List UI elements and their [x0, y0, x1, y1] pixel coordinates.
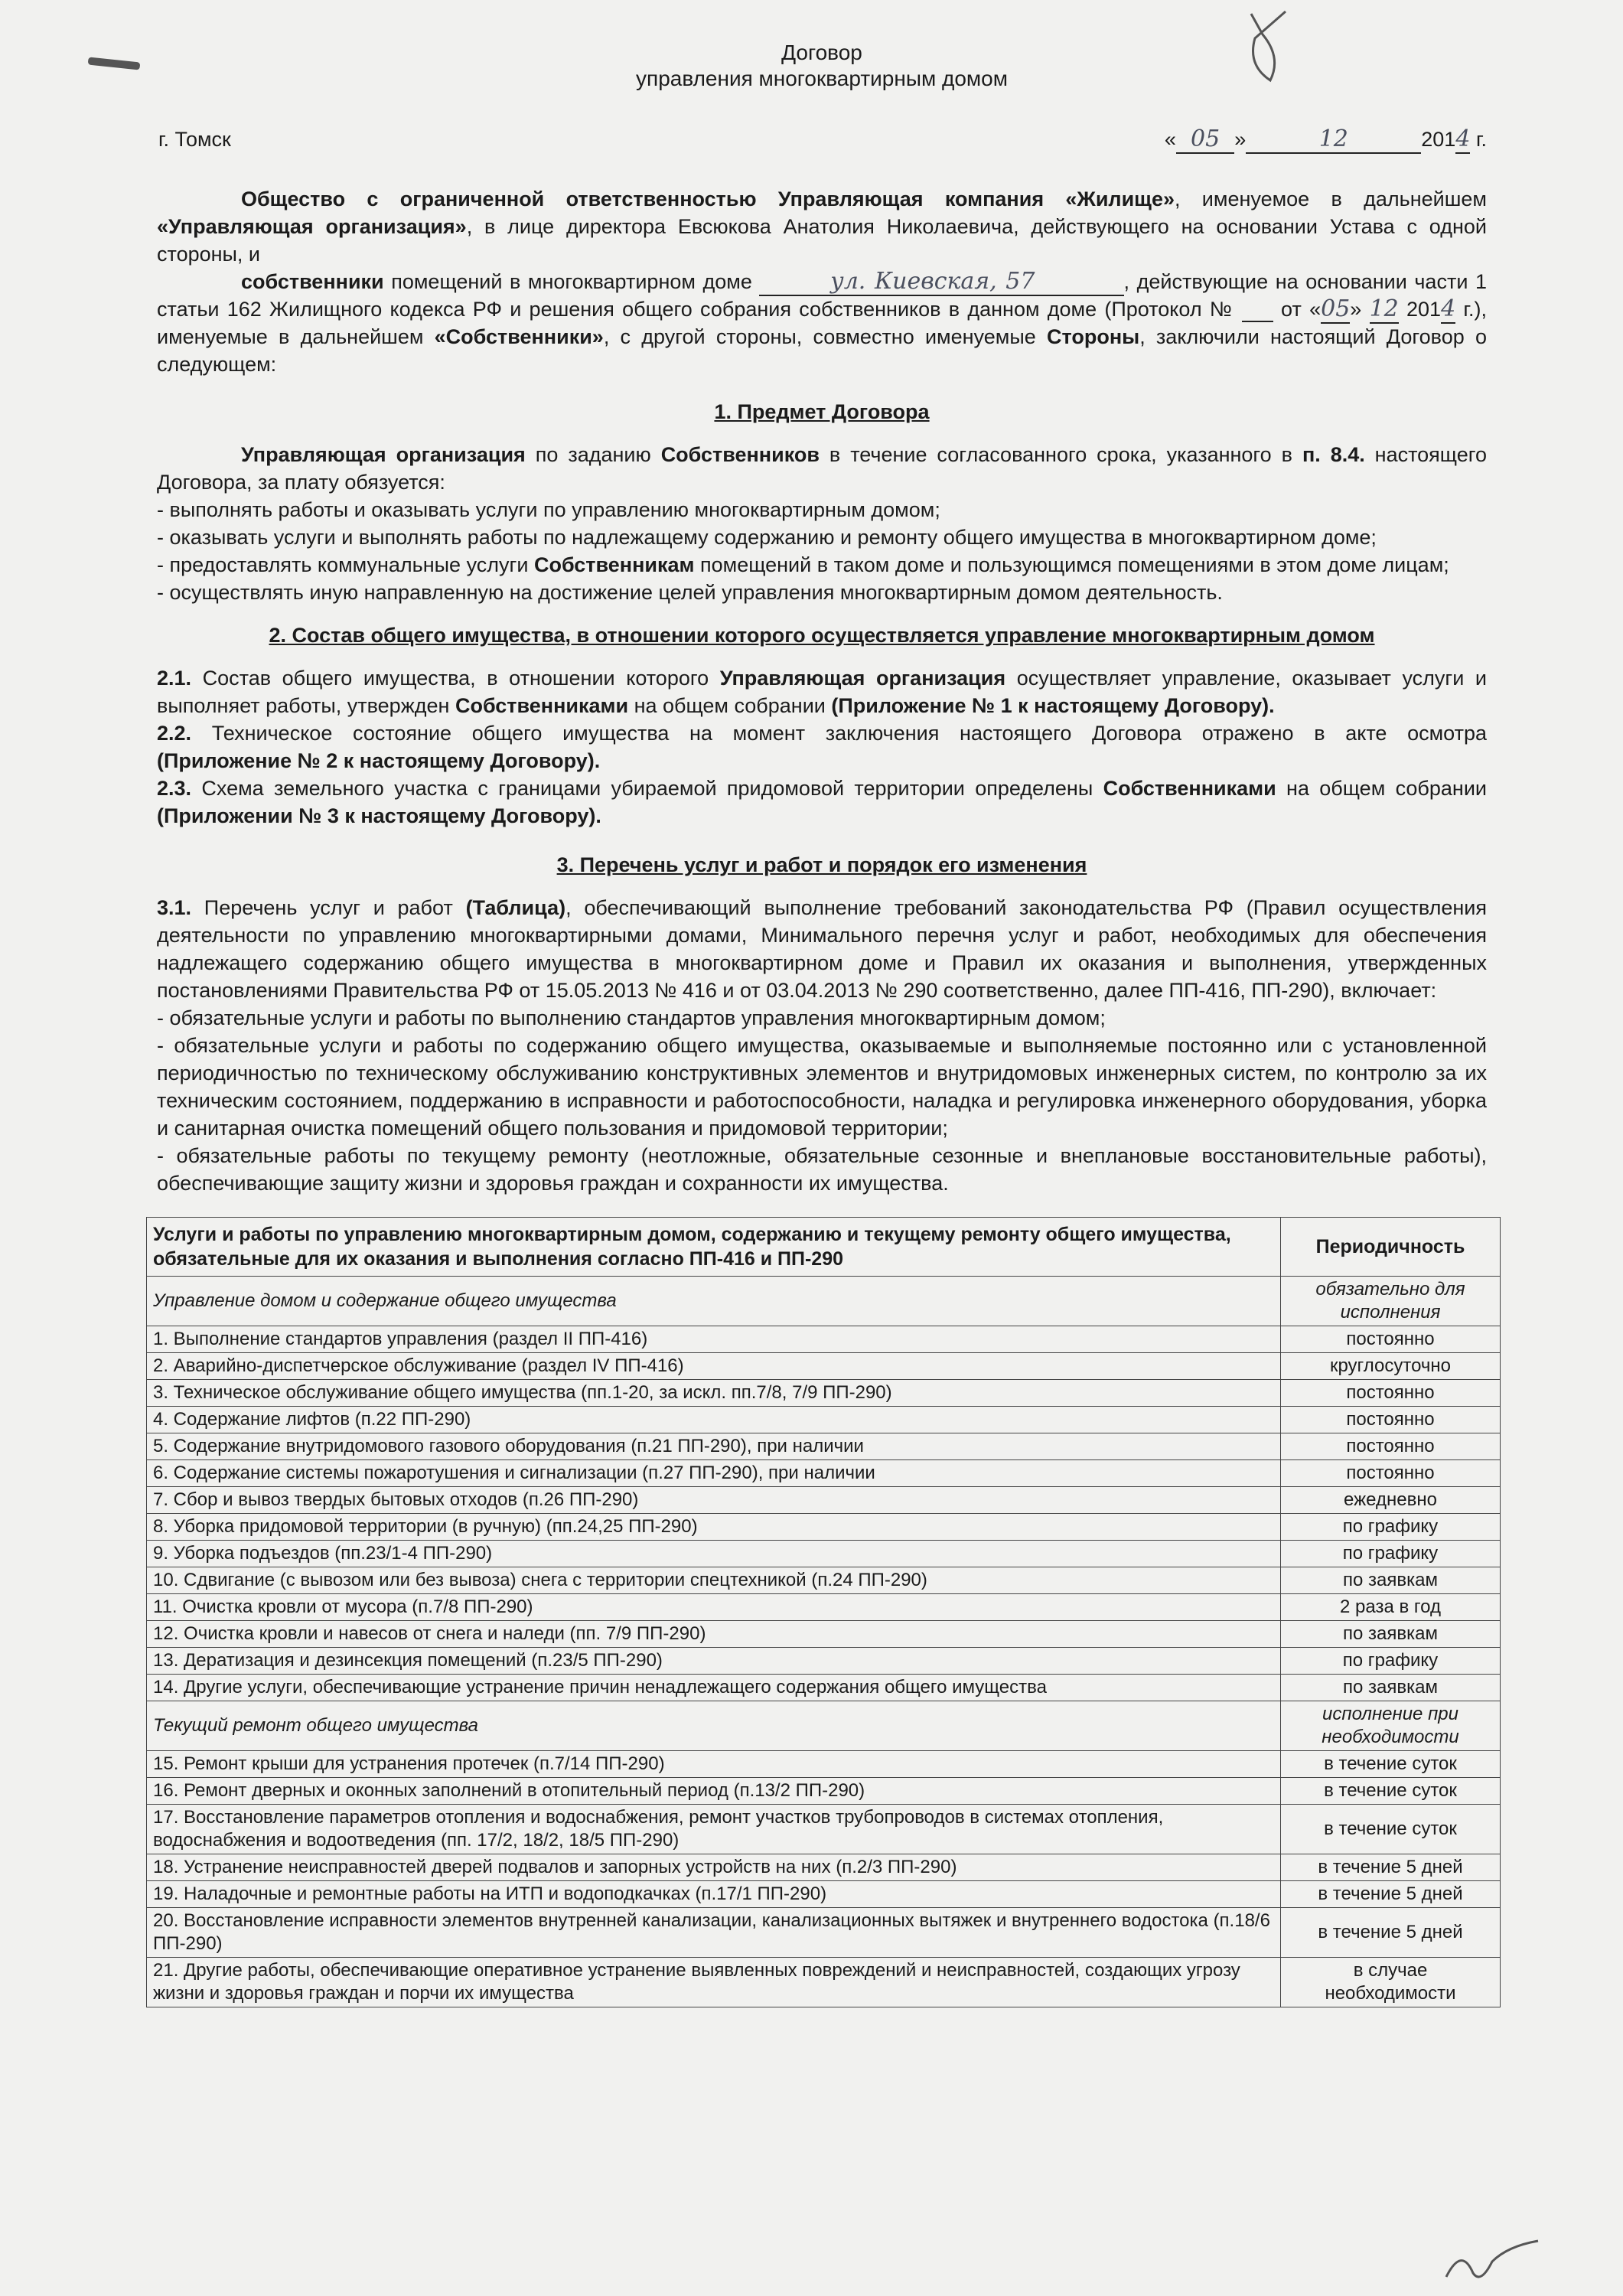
- period-cell: по заявкам: [1281, 1675, 1501, 1701]
- house-address: [759, 268, 1123, 296]
- clause-3-1-bullet: - обязательные услуги и работы по содержанию общего имущества, оказываемые и выполняемые постоянно или с установленной периодичностью по техническому обслуживанию конструктивных элементов и внутридомовых инженерных систем, по контролю за их техническим состоянием, поддержанию в исправности и работоспособности, наладка и регулировка инженерного оборудования, уборка и санитарная очистка помещений общего пользования и придомовой территории;: [157, 1034, 1487, 1140]
- clause-3-1: 3.1. Перечень услуг и работ (Таблица), обеспечивающий выполнение требований законодательства РФ (Правил осуществления деятельности по управлению многоквартирными домами, Минимального перечня услуг и работ, необходимых для обеспечения надлежащего содержанию общего имущества в многоквартирном доме и Правил их оказания и выполнения, утвержденных постановлениями Правительства РФ от 15.05.2013 № 416 и от 03.04.2013 № 290 соответственно, далее ПП-416, ПП-290), включает:: [157, 896, 1487, 1002]
- date-day: [1176, 126, 1234, 154]
- section-1-item: - оказывать услуги и выполнять работы по надлежащему содержанию и ремонту общего имущества в многоквартирном доме;: [157, 526, 1377, 549]
- service-cell: 11. Очистка кровли от мусора (п.7/8 ПП-290): [147, 1594, 1281, 1621]
- service-cell: 16. Ремонт дверных и оконных заполнений в отопительный период (п.13/2 ПП-290): [147, 1778, 1281, 1805]
- period-cell: по графику: [1281, 1541, 1501, 1567]
- table-row: [147, 1621, 1501, 1648]
- section-1-item: - осуществлять иную направленную на достижение целей управления многоквартирным домом деятельность.: [157, 581, 1223, 604]
- period-cell: по заявкам: [1281, 1567, 1501, 1594]
- table-row: [147, 1805, 1501, 1854]
- service-cell: 7. Сбор и вывоз твердых бытовых отходов (п.26 ПП-290): [147, 1487, 1281, 1514]
- clause-3-1-bullet: - обязательные работы по текущему ремонту (неотложные, обязательные сезонные и внеплановые восстановительные работы), обеспечивающие защиту жизни и здоровья граждан и сохранности их имущества.: [157, 1144, 1487, 1195]
- service-cell: 2. Аварийно-диспетчерское обслуживание (раздел IV ПП-416): [147, 1353, 1281, 1380]
- service-cell: Управление домом и содержание общего имущества: [147, 1277, 1281, 1326]
- table-row: [147, 1353, 1501, 1380]
- date-year-digit: 4: [1455, 126, 1471, 152]
- table-row: [147, 1460, 1501, 1487]
- table-row: [147, 1594, 1501, 1621]
- period-cell: постоянно: [1281, 1407, 1501, 1433]
- document-title: Договор: [781, 41, 862, 64]
- document-subtitle: управления многоквартирным домом: [636, 67, 1008, 90]
- column-header-period: Периодичность: [1281, 1218, 1501, 1277]
- binder-staple-mark: [88, 57, 141, 70]
- table-row: [147, 1958, 1501, 2007]
- period-cell: по заявкам: [1281, 1621, 1501, 1648]
- clause-2-2: 2.2. Техническое состояние общего имущества на момент заключения настоящего Договора отражено в акте осмотра (Приложение № 2 к настоящему Договору).: [157, 722, 1487, 772]
- period-cell: постоянно: [1281, 1460, 1501, 1487]
- section-1-item: - выполнять работы и оказывать услуги по управлению многоквартирным домом;: [157, 498, 940, 521]
- period-cell: 2 раза в год: [1281, 1594, 1501, 1621]
- date-month-value: 12: [1318, 126, 1348, 152]
- date-year-suffix: г.: [1475, 128, 1487, 151]
- service-cell: 20. Восстановление исправности элементов внутренней канализации, канализационных вытяжек и внутреннего водостока (п.18/6 ПП-290): [147, 1908, 1281, 1958]
- table-row: [147, 1778, 1501, 1805]
- table-row: [147, 1648, 1501, 1675]
- service-cell: 17. Восстановление параметров отопления и водоснабжения, ремонт участков трубопроводов в системах отопления, водоснабжения и водоотведения (пп. 17/2, 18/2, 18/5 ПП-290): [147, 1805, 1281, 1854]
- table-row: [147, 1908, 1501, 1958]
- table-row: [147, 1854, 1501, 1881]
- table-row: [147, 1326, 1501, 1353]
- period-cell: в течение суток: [1281, 1751, 1501, 1778]
- service-cell: 5. Содержание внутридомового газового оборудования (п.21 ПП-290), при наличии: [147, 1433, 1281, 1460]
- service-cell: 18. Устранение неисправностей дверей подвалов и запорных устройств на них (п.2/3 ПП-290): [147, 1854, 1281, 1881]
- service-cell: 13. Дератизация и дезинсекция помещений (п.23/5 ПП-290): [147, 1648, 1281, 1675]
- table-row: [147, 1380, 1501, 1407]
- contract-document: [153, 40, 1488, 2007]
- service-cell: 4. Содержание лифтов (п.22 ПП-290): [147, 1407, 1281, 1433]
- column-header-service: Услуги и работы по управлению многоквартирным домом, содержанию и текущему ремонту общего имущества, обязательные для их оказания и выполнения согласно ПП-416 и ПП-290: [147, 1218, 1281, 1277]
- table-row: [147, 1675, 1501, 1701]
- section-1-item: - предоставлять коммунальные услуги Собственникам помещений в таком доме и пользующимся помещениями в этом доме лицам;: [157, 553, 1449, 576]
- section-1-heading: 1. Предмет Договора: [714, 400, 930, 423]
- period-cell: по графику: [1281, 1514, 1501, 1541]
- table-row: [147, 1541, 1501, 1567]
- service-cell: 14. Другие услуги, обеспечивающие устранение причин ненадлежащего содержания общего имущества: [147, 1675, 1281, 1701]
- service-cell: 15. Ремонт крыши для устранения протечек (п.7/14 ПП-290): [147, 1751, 1281, 1778]
- period-cell: в течение 5 дней: [1281, 1854, 1501, 1881]
- protocol-year-digit: 4: [1441, 295, 1456, 322]
- initials-signature-icon: [1439, 2235, 1546, 2288]
- clause-2-1: 2.1. Состав общего имущества, в отношении которого Управляющая организация осуществляет управление, оказывает услуги и выполняет работы, утвержден Собственниками на общем собрании (Приложение № 1 к настоящему Договору).: [157, 667, 1487, 717]
- service-cell: 21. Другие работы, обеспечивающие оперативное устранение выявленных повреждений и неисправностей, создающих угрозу жизни и здоровья граждан и порчи их имущества: [147, 1958, 1281, 2007]
- clause-3-1-bullet: - обязательные услуги и работы по выполнению стандартов управления многоквартирным домом;: [157, 1006, 1106, 1029]
- clause-2-3: 2.3. Схема земельного участка с границами убираемой придомовой территории определены Собственниками на общем собрании (Приложении № 3 к настоящему Договору).: [157, 777, 1487, 827]
- service-cell: Текущий ремонт общего имущества: [147, 1701, 1281, 1751]
- period-cell: в течение суток: [1281, 1805, 1501, 1854]
- section-1-intro: Управляющая организация по заданию Собственников в течение согласованного срока, указанного в п. 8.4. настоящего Договора, за плату обязуется:: [157, 443, 1488, 494]
- date-day-value: 05: [1191, 126, 1221, 152]
- period-cell: в случае необходимости: [1281, 1958, 1501, 2007]
- table-category-row: [147, 1277, 1501, 1326]
- contract-date: [1165, 124, 1487, 155]
- city: г. Томск: [158, 128, 231, 151]
- quote: «: [1164, 128, 1176, 151]
- date-year-prefix: 201: [1421, 128, 1456, 151]
- service-cell: 1. Выполнение стандартов управления (раздел II ПП-416): [147, 1326, 1281, 1353]
- period-cell: постоянно: [1281, 1380, 1501, 1407]
- service-cell: 10. Сдвигание (с вывозом или без вывоза) снега с территории спецтехникой (п.24 ПП-290): [147, 1567, 1281, 1594]
- protocol-number: [1242, 298, 1273, 322]
- service-cell: 3. Техническое обслуживание общего имущества (пп.1-20, за искл. пп.7/8, 7/9 ПП-290): [147, 1380, 1281, 1407]
- protocol-month: 12: [1369, 295, 1399, 322]
- period-cell: исполнение при необходимости: [1281, 1701, 1501, 1751]
- services-table: [146, 1217, 1501, 2007]
- preamble-paragraph-1: Общество с ограниченной ответственностью Управляющая компания «Жилище», именуемое в дальнейшем «Управляющая организация», в лице директора Евсюкова Анатолия Николаевича, действующего на основании Устава с одной стороны, и: [157, 188, 1487, 266]
- service-cell: 19. Наладочные и ремонтные работы на ИТП и водоподкачках (п.17/1 ПП-290): [147, 1881, 1281, 1908]
- section-2-heading: 2. Состав общего имущества, в отношении которого осуществляется управление многоквартирным домом: [269, 624, 1375, 647]
- service-cell: 8. Уборка придомовой территории (в ручную) (пп.24,25 ПП-290): [147, 1514, 1281, 1541]
- table-row: [147, 1567, 1501, 1594]
- protocol-date: от «05» 12 2014: [1273, 295, 1456, 322]
- period-cell: круглосуточно: [1281, 1353, 1501, 1380]
- table-row: [147, 1487, 1501, 1514]
- period-cell: в течение 5 дней: [1281, 1908, 1501, 1958]
- period-cell: в течение 5 дней: [1281, 1881, 1501, 1908]
- protocol-day: 05: [1321, 295, 1351, 322]
- table-row: [147, 1881, 1501, 1908]
- service-cell: 6. Содержание системы пожаротушения и сигнализации (п.27 ПП-290), при наличии: [147, 1460, 1281, 1487]
- table-header-row: [147, 1218, 1501, 1277]
- service-cell: 12. Очистка кровли и навесов от снега и наледи (пп. 7/9 ПП-290): [147, 1621, 1281, 1648]
- period-cell: постоянно: [1281, 1326, 1501, 1353]
- table-row: [147, 1751, 1501, 1778]
- table-row: [147, 1433, 1501, 1460]
- service-cell: 9. Уборка подъездов (пп.23/1-4 ПП-290): [147, 1541, 1281, 1567]
- preamble-paragraph-2: собственники помещений в многоквартирном доме ул. Киевская, 57 , действующие на основании части 1 статьи 162 Жилищного кодекса РФ и решения общего собрания собственников в данном доме (Протокол № от «05» 12 2014 г.), именуемые в дальнейшем «Собственники», с другой стороны, совместно именуемые Стороны, заключили настоящий Договор о следующем:: [157, 268, 1487, 376]
- period-cell: постоянно: [1281, 1433, 1501, 1460]
- house-address-value: ул. Киевская, 57: [830, 268, 1035, 295]
- table-row: [147, 1514, 1501, 1541]
- period-cell: в течение суток: [1281, 1778, 1501, 1805]
- place-date-row: [157, 124, 1487, 155]
- period-cell: обязательно для исполнения: [1281, 1277, 1501, 1326]
- section-3-heading: 3. Перечень услуг и работ и порядок его изменения: [556, 853, 1087, 876]
- date-month: [1246, 126, 1421, 154]
- quote: »: [1234, 128, 1247, 151]
- period-cell: ежедневно: [1281, 1487, 1501, 1514]
- period-cell: по графику: [1281, 1648, 1501, 1675]
- table-row: [147, 1407, 1501, 1433]
- table-category-row: [147, 1701, 1501, 1751]
